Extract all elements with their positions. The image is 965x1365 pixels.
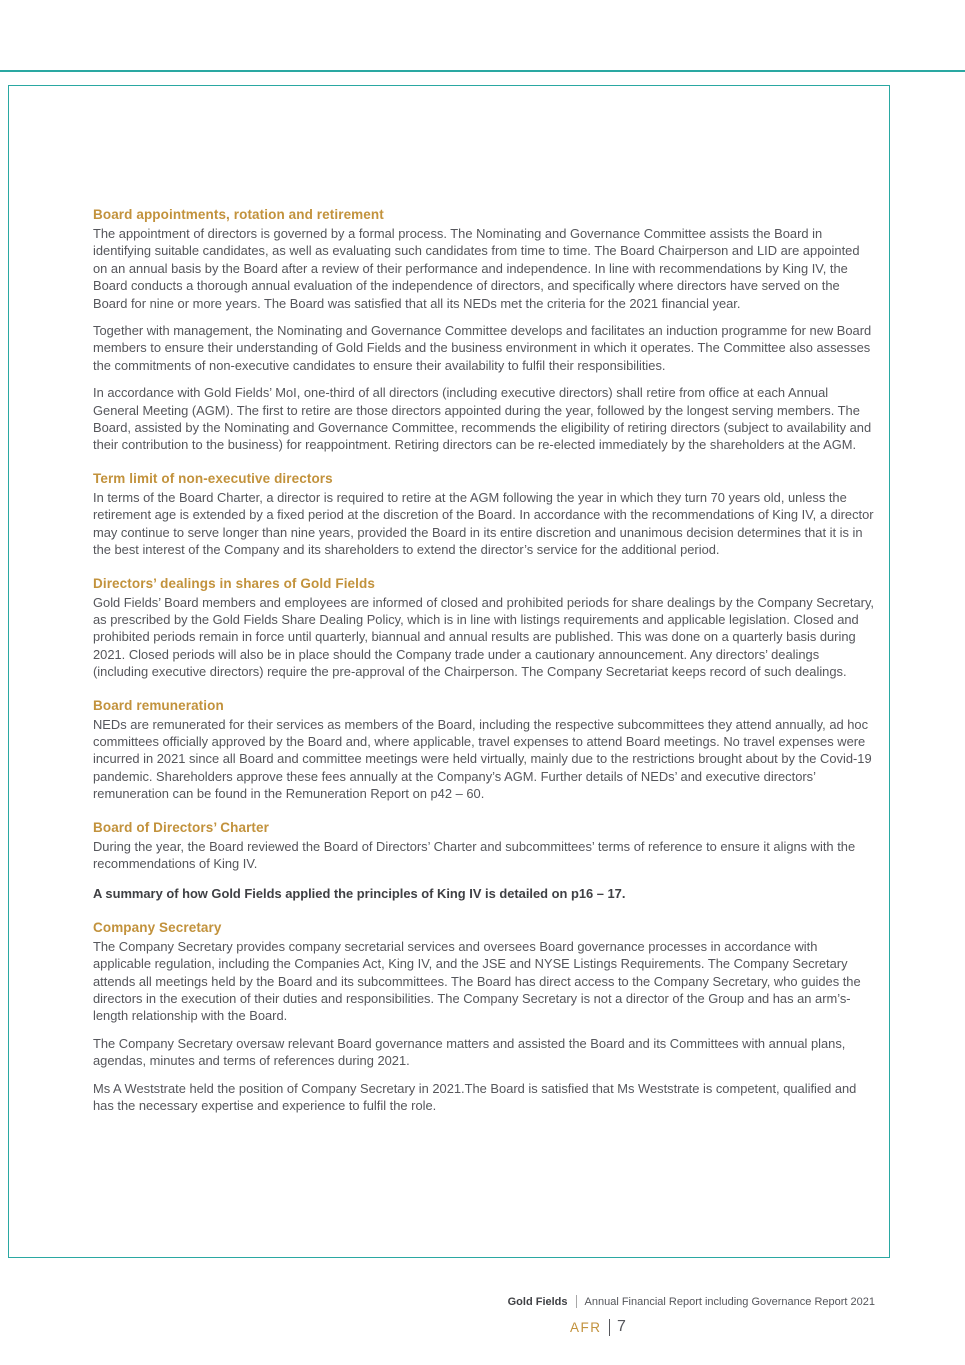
section-heading-board-charter: Board of Directors’ Charter xyxy=(93,819,269,835)
footer-page-divider xyxy=(609,1319,611,1336)
paragraph: Ms A Weststrate held the position of Company Secretary in 2021.The Board is satisfied that Ms Weststrate is competent, qualified and has the necessary expertise and experience to fulfil the role. xyxy=(93,1080,857,1114)
paragraph: Together with management, the Nominating and Governance Committee develops and facilitates an induction programme for new Board members to ensure their understanding of Gold Fields and the business environment in which it operates. The Committee also assesses the commitments of non-executive candidates to ensure their availability to fulfil their responsibilities. xyxy=(93,323,872,373)
footer-report-title-line xyxy=(508,1295,875,1308)
footer-report-title: Annual Financial Report including Governance Report 2021 xyxy=(584,1295,875,1308)
section-heading-company-secretary: Company Secretary xyxy=(93,919,222,935)
paragraph: The Company Secretary oversaw relevant Board governance matters and assisted the Board and its Committees with annual plans, agendas, minutes and terms of references during 2021. xyxy=(93,1035,846,1069)
paragraph: Gold Fields’ Board members and employees are informed of closed and prohibited periods for share dealings by the Company Secretary, as prescribed by the Gold Fields Share Dealing Policy, which is in line with listings requirements and applicable legislation. Closed and prohibited periods remain in force until quarterly, biannual and annual results are published. This was done on a quarterly basis during 2021. Closed periods will also be in place should the Company trade under a cautionary announcement. Any directors’ dealings (including executive directors) require the pre-approval of the Chairperson. The Company Secretariat keeps record of such dealings. xyxy=(93,594,875,680)
paragraph: The appointment of directors is governed by a formal process. The Nominating and Governance Committee assists the Board in identifying suitable candidates, as well as evaluating such candidates from time to time. The Board Chairperson and LID are appointed on an annual basis by the Board after a review of their performance and independence. In line with recommendations by King IV, the Board conducts a thorough annual evaluation of the independence of directors, and specifically where directors have served on the Board for nine or more years. The Board was satisfied that all its NEDs met the criteria for the 2021 financial year. xyxy=(93,226,860,311)
section-directors-dealings xyxy=(93,576,875,681)
footer-divider xyxy=(576,1295,577,1308)
footer-section-label: AFR xyxy=(570,1319,602,1335)
content-frame xyxy=(8,85,890,1258)
section-heading-board-appointments: Board appointments, rotation and retirement xyxy=(93,207,384,222)
paragraph: NEDs are remunerated for their services as members of the Board, including the respective subcommittees they attend annually, ad hoc committees officially approved by the Board and, where applicable, travel expenses to attend Board meetings. No travel expenses were incurred in 2021 since all Board and committee meetings were held virtually, mainly due to the restrictions brought about by the Covid-19 pandemic. Shareholders approve these fees annually at the Company’s AGM. Further details of NEDs’ and executive directors’ remuneration can be found in the Remuneration Report on p42 – 60. xyxy=(93,716,872,802)
page-content xyxy=(9,86,889,1114)
footer-page-number: 7 xyxy=(617,1318,626,1335)
paragraph: The Company Secretary provides company secretarial services and oversees Board governance processes in accordance with applicable regulation, including the Companies Act, King IV, and the JSE and NYSE Listings Requirements. The Company Secretary attends all meetings held by the Board and its subcommittees. The Board has direct access to the Company Secretary, who guides the directors in the execution of their duties and responsibilities. The Company Secretary is not a director of the Group and has an arm’s-length relationship with the Board. xyxy=(93,938,861,1024)
section-company-secretary xyxy=(93,920,875,1115)
section-heading-board-remuneration: Board remuneration xyxy=(93,697,224,713)
footer-brand: Gold Fields xyxy=(507,1295,568,1308)
paragraph: In terms of the Board Charter, a director is required to retire at the AGM following the year in which they turn 70 years old, unless the retirement age is extended by a fixed period at the discretion of the Board. In accordance with the recommendations of King IV, a director may continue to serve longer than nine years, provided the Board in its entire discretion and unanimous decision determines that it is in the best interest of the Company and its shareholders to extend the director’s service for the additional period. xyxy=(93,489,874,558)
paragraph: In accordance with Gold Fields’ MoI, one-third of all directors (including executive directors) shall retire from office at each Annual General Meeting (AGM). The first to retire are those directors appointed during the year, followed by the longest serving members. The Board, assisted by the Nominating and Governance Committee, recommends the eligibility of retiring directors (subject to availability and their contribution to the business) for reappointment. Retiring directors can be re-elected immediately by the shareholders at the AGM. xyxy=(93,385,872,453)
section-term-limit xyxy=(93,471,875,559)
section-board-charter xyxy=(93,820,875,903)
footer-page-number-line xyxy=(570,1318,626,1336)
section-heading-term-limit: Term limit of non-executive directors xyxy=(93,470,333,486)
section-board-remuneration xyxy=(93,698,875,803)
top-divider-rule xyxy=(0,70,965,72)
paragraph: During the year, the Board reviewed the Board of Directors’ Charter and subcommittees’ terms of reference to ensure it aligns with the recommendations of King IV. xyxy=(93,838,856,871)
king-iv-summary-note: A summary of how Gold Fields applied the principles of King IV is detailed on p16 – 17. xyxy=(93,886,626,902)
section-board-appointments xyxy=(93,207,875,454)
section-heading-directors-dealings: Directors’ dealings in shares of Gold Fields xyxy=(93,575,375,591)
